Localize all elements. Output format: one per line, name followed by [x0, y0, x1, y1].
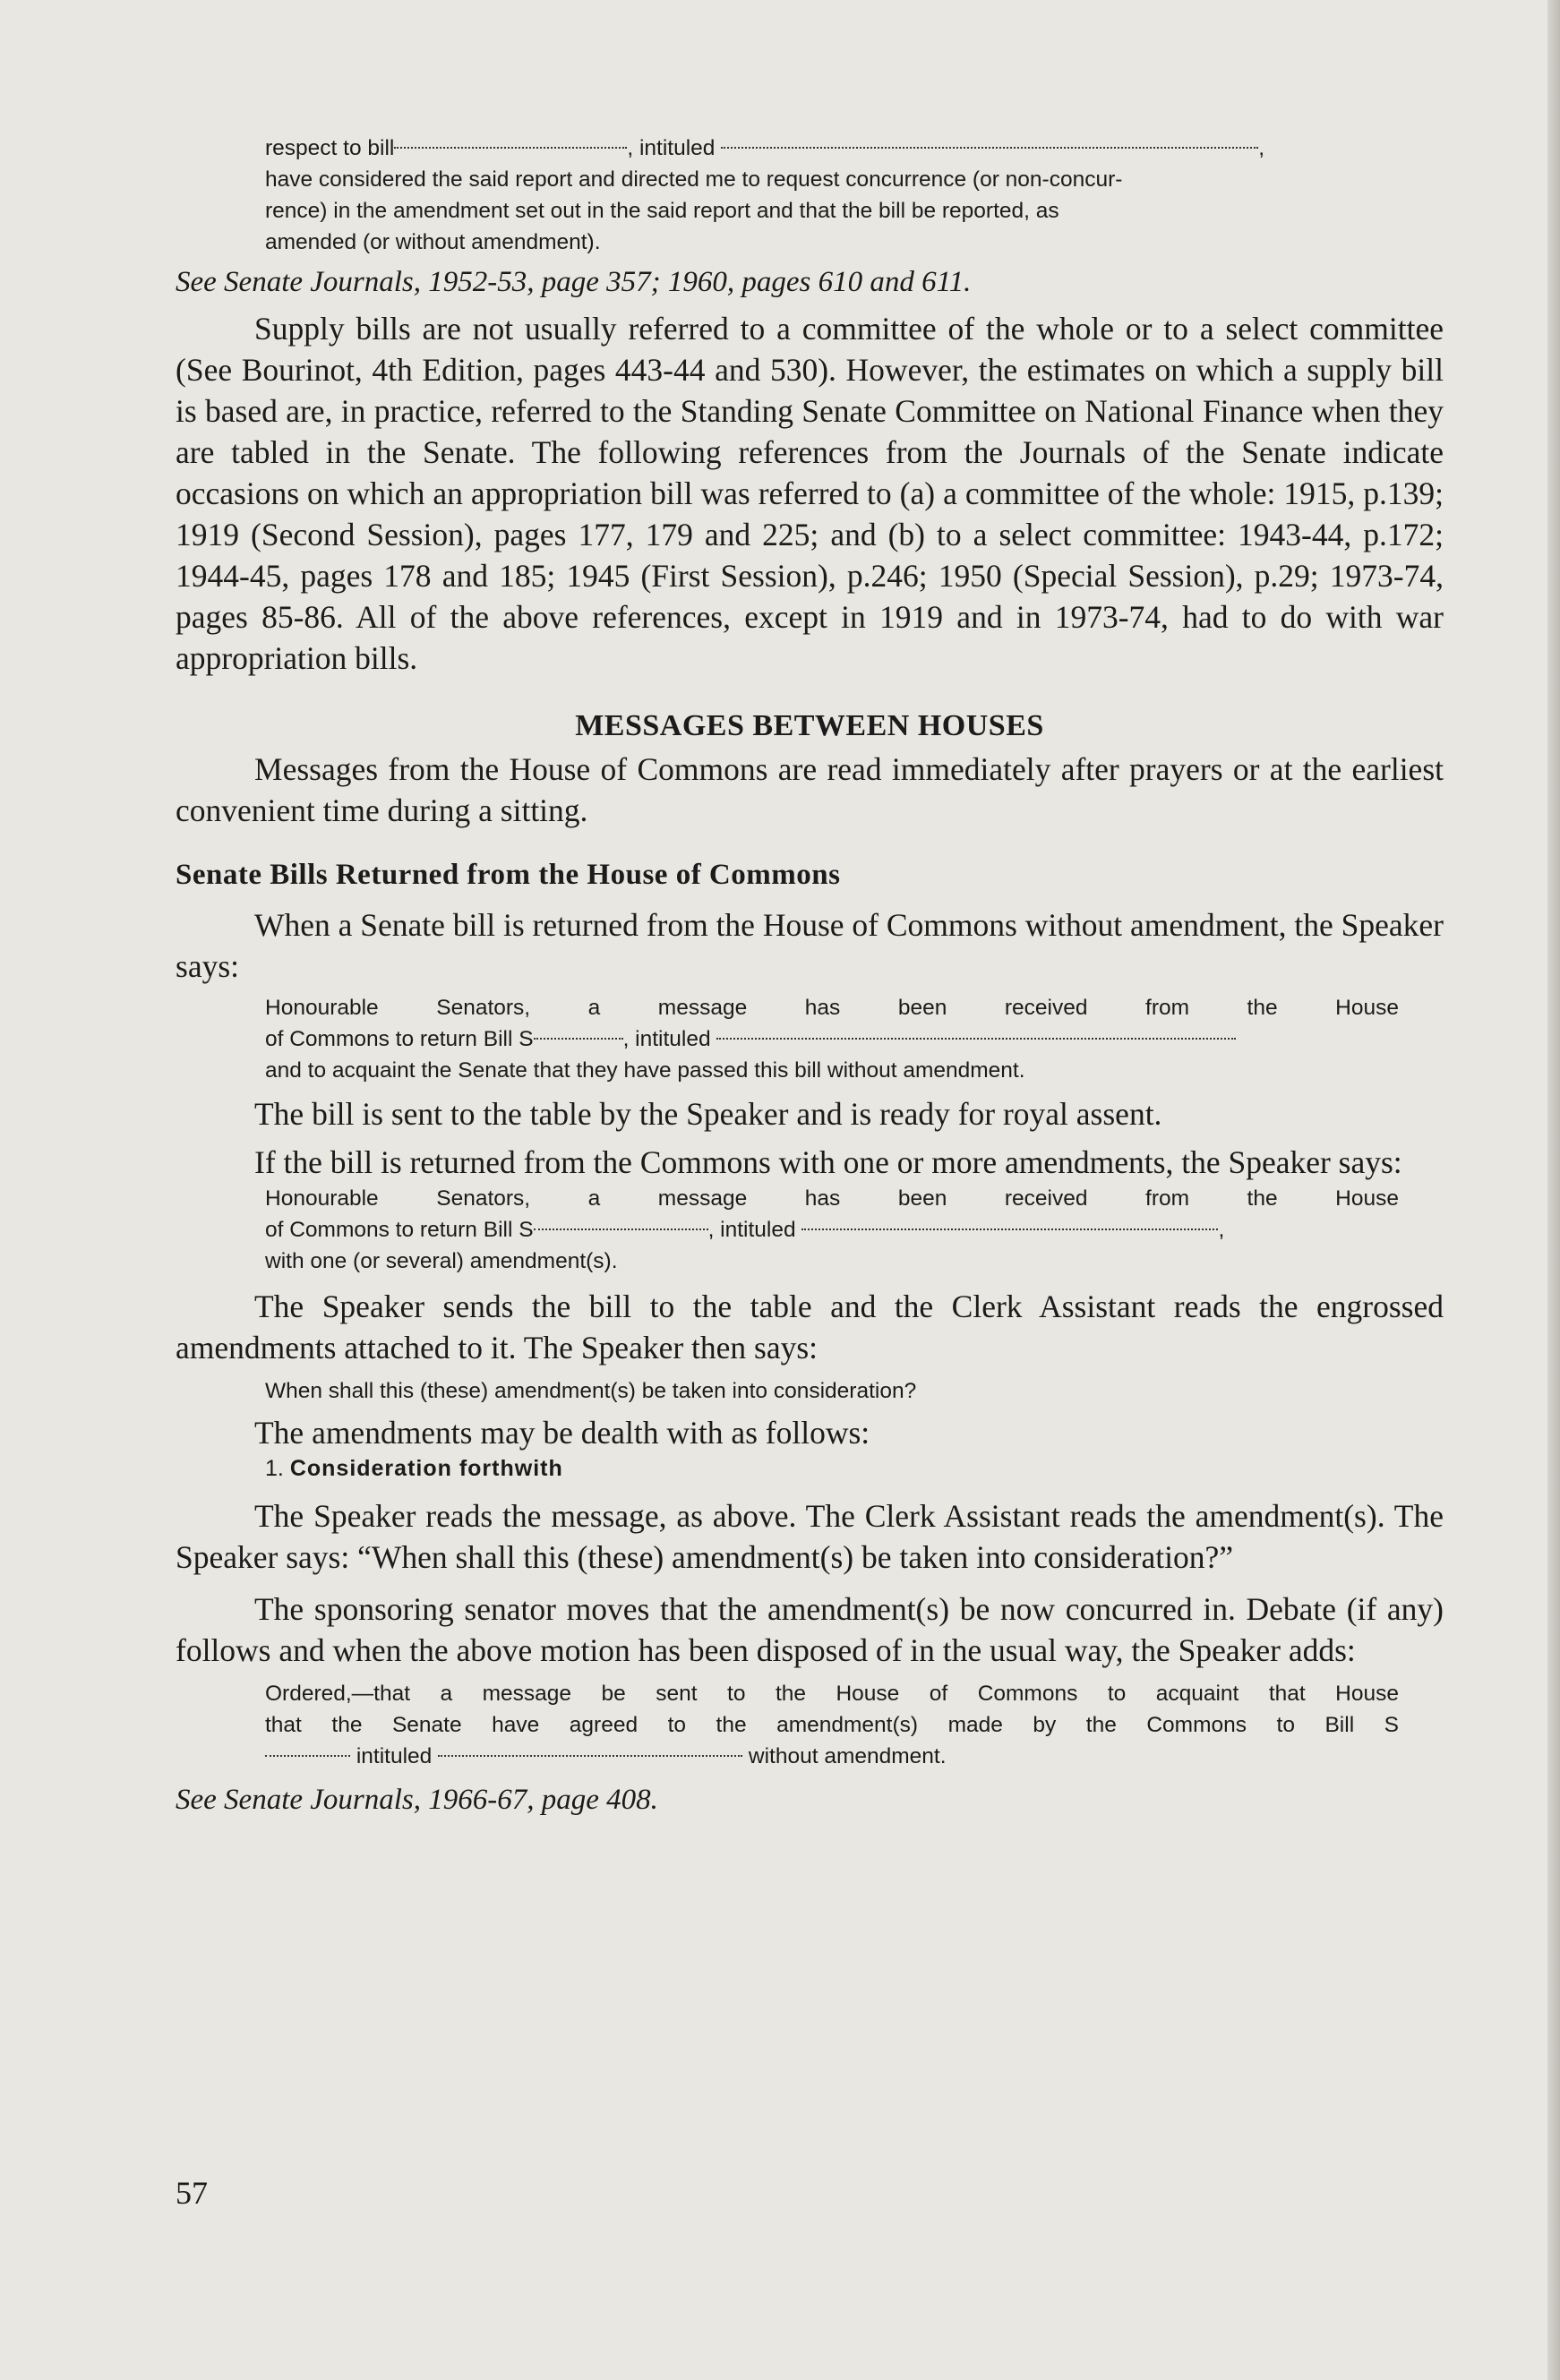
- ordered-form: [265, 1678, 1399, 1772]
- table-paragraph: The bill is sent to the table by the Speaker and is ready for royal assent.: [254, 1096, 1162, 1132]
- with-form-line3: with one (or several) amendment(s).: [265, 1249, 618, 1273]
- supply-bills-paragraph: Supply bills are not usually referred to a committee of the whole or to a select committee (See Bourinot, 4th Edition, pages 443-44 and 530). However, the estimates on which a supply bill is based are, in practice, referred to the Standing Senate Committee on National Finance when they are tabled in the Senate. The following references from the Journals of the Senate indicate occasions on which an appropriation bill was referred to (a) a committee of the whole: 1915, p.139; 1919 (Second Session), pages 177, 179 and 225; and (b) to a select committee: 1943-44, p.172; 1944-45, pages 178 and 185; 1945 (First Session), p.246; 1950 (Special Session), p.29; 1973-74, pages 85-86. All of the above references, except in 1919 and in 1973-74, had to do with war appropriation bills.: [176, 311, 1444, 676]
- without-form-line3: and to acquaint the Senate that they have passed this bill without amendment.: [265, 1058, 1025, 1083]
- ordered-form-line3: intituled without amendment.: [265, 1741, 1399, 1772]
- page-edge: [1547, 0, 1560, 2380]
- report-form-line3: rence) in the amendment set out in the said report and that the bill be reported, as: [265, 199, 1059, 223]
- report-form-line2: have considered the said report and directed me to request concurrence (or non-concur-: [265, 167, 1123, 192]
- moves-paragraph: The sponsoring senator moves that the amendment(s) be now concurred in. Debate (if any) follows and when the above motion has been disposed of in the usual way, the Speaker adds:: [176, 1591, 1444, 1668]
- citation-1966: See Senate Journals, 1966-67, page 408.: [176, 1784, 658, 1816]
- when-form: [265, 1375, 1399, 1407]
- messages-heading: MESSAGES BETWEEN HOUSES: [575, 709, 1044, 742]
- without-form-line1: Honourable Senators, a message has been received from the House: [265, 996, 1399, 1020]
- ordered-form-line1: Ordered,—that a message be sent to the House of Commons to acquaint that House: [265, 1682, 1399, 1706]
- report-form-line1: respect to bill , intituled ,: [265, 136, 1265, 160]
- with-form-line2: of Commons to return Bill S , intituled ,: [265, 1218, 1225, 1242]
- report-form: [265, 133, 1399, 258]
- without-amendment-paragraph: When a Senate bill is returned from the House of Commons without amendment, the Speaker says:: [176, 907, 1444, 984]
- with-amendments-paragraph: If the bill is returned from the Commons with one or more amendments, the Speaker says:: [254, 1144, 1402, 1180]
- returned-bills-subheading: Senate Bills Returned from the House of Commons: [176, 859, 841, 891]
- page-content: [176, 133, 1444, 1820]
- report-form-line4: amended (or without amendment).: [265, 230, 601, 254]
- with-form-line1: Honourable Senators, a message has been received from the House: [265, 1186, 1399, 1211]
- when-form-line: When shall this (these) amendment(s) be taken into consideration?: [265, 1379, 917, 1403]
- ordered-form-line2: that the Senate have agreed to the amendment(s) made by the Commons to Bill S: [265, 1713, 1399, 1737]
- clerk-paragraph: The Speaker sends the bill to the table and the Clerk Assistant reads the engrossed amendments attached to it. The Speaker then says:: [176, 1288, 1444, 1366]
- citation-1952: See Senate Journals, 1952-53, page 357; 1960, pages 610 and 611.: [176, 266, 972, 298]
- without-amendment-form: [265, 992, 1399, 1086]
- reads-paragraph: The Speaker reads the message, as above. The Clerk Assistant reads the amendment(s). The Speaker says: “When shall this (these) amendment(s) be taken into consideration?”: [176, 1498, 1444, 1575]
- without-form-line2: of Commons to return Bill S , intituled: [265, 1023, 1399, 1055]
- page-number: 57: [176, 2175, 208, 2211]
- messages-paragraph: Messages from the House of Commons are read immediately after prayers or at the earliest convenient time during a sitting.: [176, 751, 1444, 828]
- dealt-paragraph: The amendments may be dealth with as follows:: [254, 1415, 870, 1451]
- with-amendments-form: [265, 1183, 1399, 1277]
- forthwith-subheading: 1. Consideration forthwith: [265, 1456, 563, 1481]
